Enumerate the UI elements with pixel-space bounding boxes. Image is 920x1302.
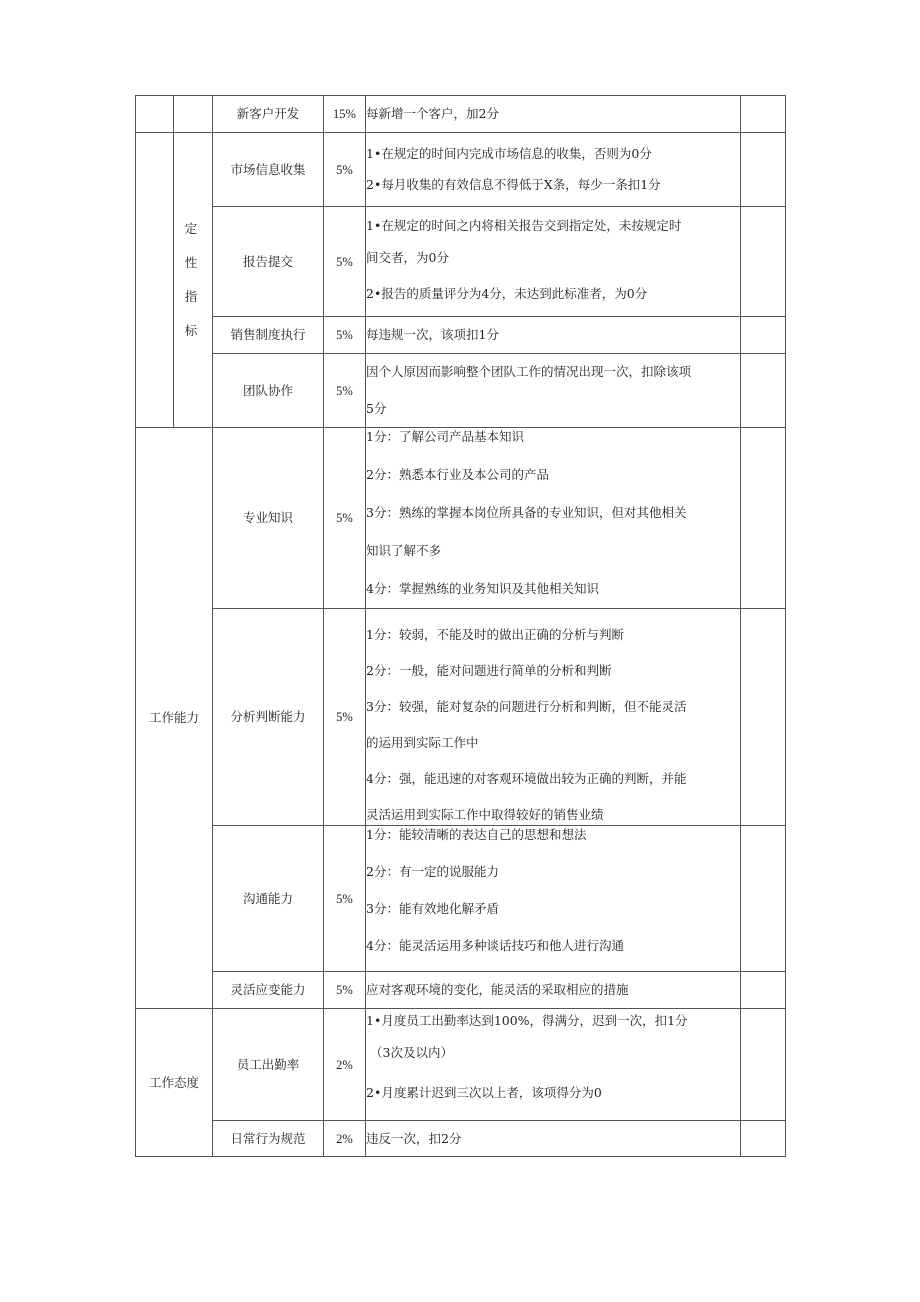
item-cell: 日常行为规范 [213,1121,324,1157]
table-row [136,826,786,972]
criteria-cell [366,1009,741,1121]
score-cell [741,1121,786,1157]
score-cell [741,96,786,133]
criteria-line: 知识了解不多 [366,543,442,558]
criteria-line: 的运用到实际工作中 [366,735,479,750]
criteria-line: 灵活运用到实际工作中取得较好的销售业绩 [366,807,604,822]
item-cell: 市场信息收集 [213,133,324,207]
table-row [136,1009,786,1121]
score-cell [741,972,786,1009]
table-row [136,1121,786,1157]
criteria-line: 2分：有一定的说服能力 [366,864,499,879]
criteria-line: 应对客观环境的变化，能灵活的采取相应的措施 [366,982,629,997]
table-row [136,317,786,354]
criteria-cell [366,96,741,133]
criteria-cell [366,609,741,826]
kpi-table [135,95,786,1157]
weight-cell: 5% [324,826,366,972]
table-row [136,428,786,609]
criteria-cell [366,826,741,972]
criteria-line: 1•月度员工出勤率达到100%，得满分，迟到一次，扣1分 [366,1013,688,1028]
category-cell-ability: 工作能力 [136,428,213,1009]
weight-cell: 2% [324,1121,366,1157]
criteria-line: 2•报告的质量评分为4分，未达到此标准者，为0分 [366,285,648,301]
category-cell-attitude: 工作态度 [136,1009,213,1157]
weight-cell: 5% [324,354,366,428]
criteria-cell [366,354,741,428]
table-row [136,354,786,428]
criteria-cell [366,207,741,317]
group-cell-empty [174,96,213,133]
item-cell: 沟通能力 [213,826,324,972]
score-cell [741,133,786,207]
table-row [136,207,786,317]
item-cell: 灵活应变能力 [213,972,324,1009]
category-cell-empty [136,96,174,133]
weight-cell: 15% [324,96,366,133]
criteria-line: 每新增一个客户，加2分 [366,106,499,121]
criteria-line: 3分：熟练的掌握本岗位所具备的专业知识，但对其他相关 [366,505,687,520]
criteria-line: 间交者，为0分 [366,249,449,265]
item-cell: 专业知识 [213,428,324,609]
group-label: 定 性 [184,221,208,270]
criteria-line: 5分 [366,400,387,416]
category-cell-empty [136,133,174,428]
criteria-line: 每违规一次，该项扣1分 [366,327,499,342]
criteria-line: 2分：熟悉本行业及本公司的产品 [366,467,549,482]
table-row [136,96,786,133]
item-cell: 分析判断能力 [213,609,324,826]
weight-cell: 5% [324,609,366,826]
criteria-cell [366,1121,741,1157]
group-cell-qualitative [174,133,213,428]
score-cell [741,317,786,354]
score-cell [741,207,786,317]
weight-cell: 5% [324,972,366,1009]
criteria-line: 因个人原因而影响整个团队工作的情况出现一次，扣除该项 [366,363,692,379]
criteria-cell [366,972,741,1009]
criteria-cell [366,133,741,207]
criteria-line: 2•月度累计迟到三次以上者，该项得分为0 [366,1085,602,1100]
score-cell [741,826,786,972]
criteria-line: 1分：了解公司产品基本知识 [366,429,524,444]
criteria-line: 2•每月收集的有效信息不得低于X条，每少一条扣1分 [366,176,661,192]
criteria-line: 3分：较强，能对复杂的问题进行分析和判断，但不能灵活 [366,699,687,714]
criteria-line: 3分：能有效地化解矛盾 [366,901,499,916]
criteria-line: 4分：掌握熟练的业务知识及其他相关知识 [366,581,599,596]
item-cell: 员工出勤率 [213,1009,324,1121]
table-row [136,133,786,207]
table-row [136,609,786,826]
score-cell [741,354,786,428]
score-cell [741,609,786,826]
criteria-cell [366,317,741,354]
criteria-line: （3次及以内） [370,1045,453,1060]
criteria-line: 1•在规定的时间内完成市场信息的收集，否则为0分 [366,145,652,161]
weight-cell: 5% [324,428,366,609]
weight-cell: 5% [324,133,366,207]
score-cell [741,1009,786,1121]
criteria-line: 1分：能较清晰的表达自己的思想和想法 [366,827,587,842]
criteria-line: 4分：能灵活运用多种谈话技巧和他人进行沟通 [366,938,624,953]
group-label: 指 标 [184,289,208,338]
criteria-line: 2分：一般，能对问题进行简单的分析和判断 [366,663,612,678]
criteria-cell [366,428,741,609]
criteria-line: 1分：较弱，不能及时的做出正确的分析与判断 [366,627,624,642]
criteria-line: 4分：强，能迅速的对客观环境做出较为正确的判断，并能 [366,771,687,786]
score-cell [741,428,786,609]
criteria-line: 1•在规定的时间之内将相关报告交到指定处，未按规定时 [366,217,682,233]
weight-cell: 5% [324,317,366,354]
weight-cell: 5% [324,207,366,317]
item-cell: 销售制度执行 [213,317,324,354]
table-row [136,972,786,1009]
weight-cell: 2% [324,1009,366,1121]
criteria-line: 违反一次，扣2分 [366,1130,462,1146]
item-cell: 团队协作 [213,354,324,428]
item-cell: 新客户开发 [213,96,324,133]
item-cell: 报告提交 [213,207,324,317]
